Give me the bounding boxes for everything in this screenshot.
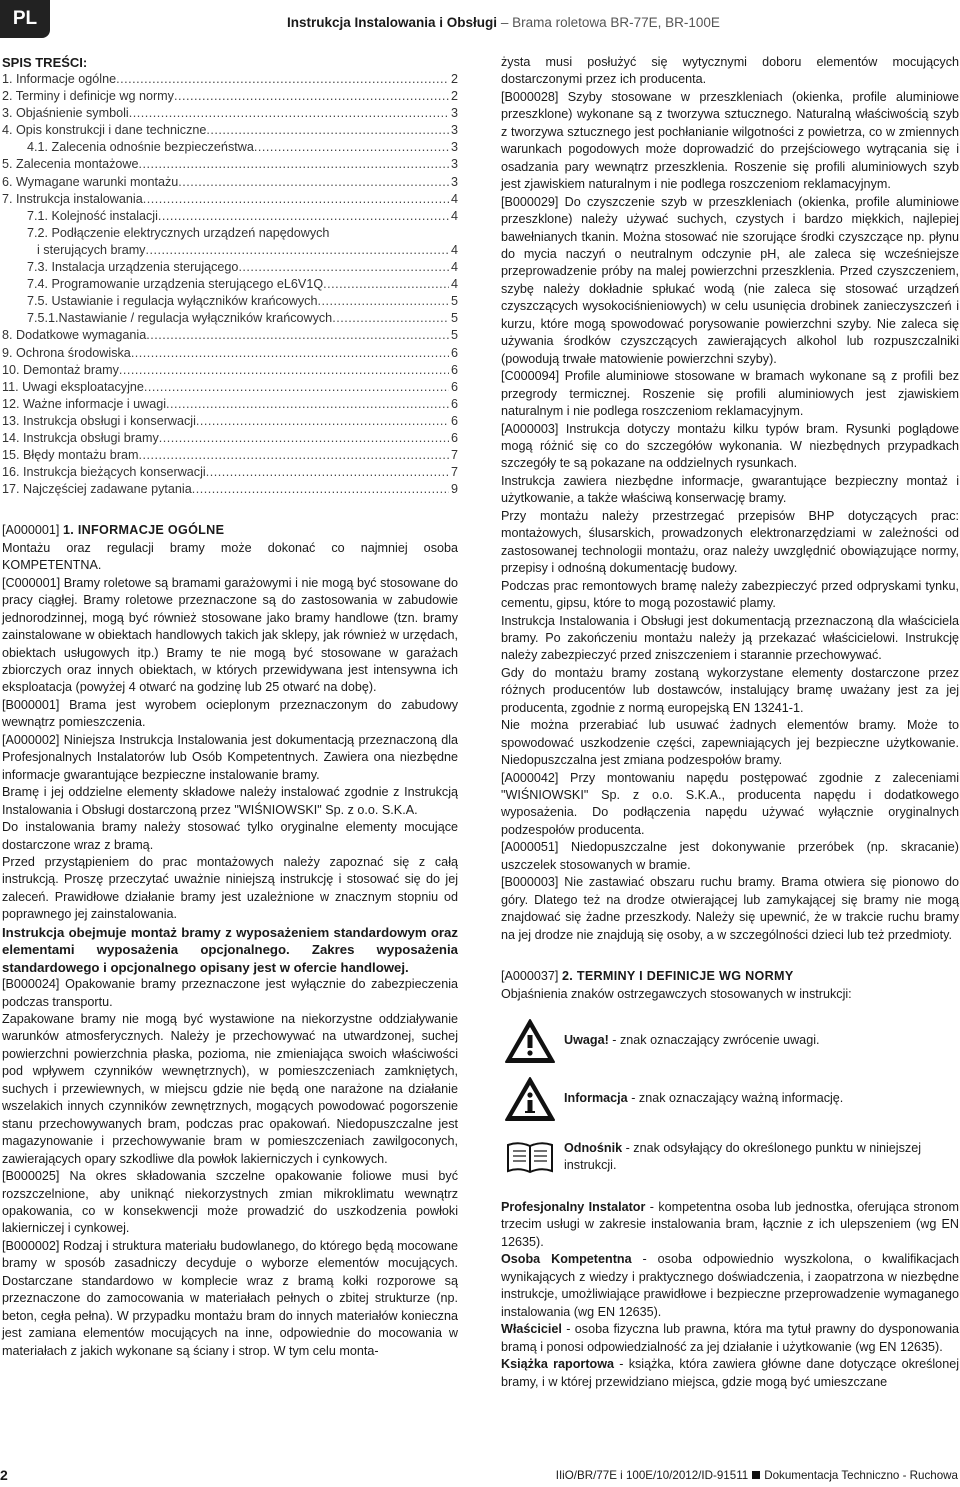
toc-entry[interactable]: [2, 430, 458, 447]
toc-entry[interactable]: [2, 276, 458, 293]
paragraph: [B000002] Rodzaj i struktura materiału budowlanego, do którego będą mocowane bramy w sposób zasadniczy decyduje o wyborze elementów mocujących. Dostarczane standardowo w komplecie wraz z bramą kołki rozporowe są przeznaczone do zamocowania w materiałach pełnych o zbitej strukturze (np. beton, cegła pełna). W przypadku montażu bram do innych materiałów konieczna jest zamiana elementów mocujących na inne, odpowiednie do mocowania w materiałach z jakich wykonane są ściany i strop. W tym celu monta-: [2, 1238, 458, 1358]
definition: [501, 1356, 959, 1391]
toc-label: 4. Opis konstrukcji i dane techniczne: [2, 123, 207, 138]
symbol-row: [501, 1133, 959, 1181]
toc-page: 4: [450, 277, 458, 292]
definition-term: Osoba Kompetentna: [501, 1252, 632, 1267]
toc-label: 11. Uwagi eksploatacyjne: [2, 379, 144, 394]
paragraph: [C000094] Profile aluminiowe stosowane w bramach wykonane są z profili bez przegrody termicznej. Roszenie się profili aluminiowych jest zjawiskiem naturalnym i nie podlega roszczeniom reklamacyjnym.: [501, 369, 959, 419]
toc-label: i sterujących bramy: [37, 242, 146, 257]
toc-leader: [159, 430, 449, 447]
toc-entry[interactable]: [2, 71, 458, 88]
left-paragraphs: [2, 540, 458, 924]
section-title: 1. INFORMACJE OGÓLNE: [62, 523, 225, 538]
toc-label: 6. Wymagane warunki montażu: [2, 174, 179, 189]
toc-page: 5: [450, 328, 458, 343]
section-title: 2. TERMINY I DEFINICJE WG NORMY: [561, 969, 794, 984]
symbol-desc: - znak odsyłający do określonego punktu w niniejszej instrukcji.: [564, 1140, 921, 1173]
header-subtitle: – Brama roletowa BR-77E, BR-100E: [500, 15, 720, 30]
toc-page: 6: [450, 413, 458, 428]
paragraph: [B000001] Brama jest wyrobem ocieplonym przeznaczonym do zabudowy wewnątrz pomieszczenia.: [2, 697, 458, 730]
definition-term: Książka raportowa: [501, 1357, 615, 1372]
toc-leader: [143, 191, 449, 208]
toc-page: 5: [450, 311, 458, 326]
toc-entry[interactable]: [2, 174, 458, 191]
paragraph: żysta musi posłużyć się wytycznymi doboru elementów mocujących dostarczonymi przez ich producenta.: [501, 55, 959, 87]
toc-page: 7: [450, 465, 458, 480]
section-code: [A000001]: [2, 523, 60, 538]
toc-label: 14. Instrukcja obsługi bramy: [2, 430, 159, 445]
toc-entry[interactable]: [2, 481, 458, 498]
toc-leader: [323, 276, 449, 293]
doc-id: IIiO/BR/77E i 100E/10/2012/ID-91511: [555, 1469, 749, 1482]
definition-term: Profesjonalny Instalator: [501, 1200, 646, 1215]
footer-doc-id: [556, 1469, 958, 1482]
toc-label: 4.1. Zalecenia odnośnie bezpieczeństwa: [27, 140, 254, 155]
paragraph: Zapakowane bramy nie mogą być wystawione na niekorzystne oddziaływanie warunków atmosferycznych. Należy je przechowywać na utwardzonej, suchej powierzchni powierzchnia płaska, pozioma, nie zmieniająca swoich właściwości pod wpływem czynników wewnętrznych), w pomieszczeniach zamkniętych, suchych i przewiewnych, w miejscu gdzie nie będą one narażone na działanie wszelakich innych czynników zewnętrznych, mogących powodować pogorszenie stanu przechowywanych bram, podczas prac opakowań. Niedopuszczalne jest magazynowanie i przechowywanie bram w pomieszczeniach zawilgoconych, zawierających opary szkodliwe dla powłok lakierniczych i cynkowych.: [2, 1012, 458, 1166]
toc-label: 7.3. Instalacja urządzenia sterującego: [27, 260, 239, 275]
toc-page: 9: [450, 482, 458, 497]
toc-label: 7.5. Ustawianie i regulacja wyłączników krańcowych: [27, 294, 318, 309]
doc-note: Dokumentacja Techniczno - Ruchowa: [764, 1469, 958, 1482]
toc-label: 12. Ważne informacje i uwagi: [2, 396, 167, 411]
toc-page: 2: [450, 72, 458, 86]
paragraph: Bramę i jej oddzielne elementy składowe należy instalować zgodnie z Instrukcją Instalowania i Obsługi dostarczoną przez "WIŚNIOWSKI" Sp. z o.o. S.K.A.: [2, 785, 458, 817]
paragraph: Podczas prac remontowych bramę należy zabezpieczyć przed odpryskami tynku, cementu, gipsu, które to mogą pozostawić plamy.: [501, 578, 959, 611]
toc-entry[interactable]: [2, 105, 458, 122]
toc-leader: [317, 293, 449, 310]
toc-leader: [139, 447, 449, 464]
section-2-intro: Objaśnienia znaków ostrzegawczych stosowanych w instrukcji:: [501, 986, 852, 1001]
paragraph: Gdy do montażu bramy zostaną wykorzystane elementy dostarczone przez różnych producentów lub dostawców, instalujący bramę uważany jest za jej producenta, zgodnie z normą europejską EN 13241-1.: [501, 665, 959, 715]
warning-triangle-icon: [501, 1017, 559, 1065]
definition-desc: - kompetentna osoba lub jednostka, oferująca stronom trzecim usługi w zakresie instalowania bram, łącznie z ich ulepszeniem (wg EN 12635).: [501, 1200, 959, 1249]
toc-label: 13. Instrukcja obsługi i konserwacji: [2, 413, 196, 428]
paragraph: [A000051] Niedopuszczalne jest dokonywanie przeróbek (np. skracanie) uszczelek stosowanych w bramie.: [501, 840, 959, 872]
right-paragraphs: [501, 54, 959, 944]
toc-leader: [254, 139, 449, 156]
toc-entry[interactable]: [2, 396, 458, 413]
definition: [501, 1199, 959, 1251]
language-badge: PL: [0, 0, 50, 38]
toc-leader: [206, 464, 449, 481]
toc-page: 2: [450, 89, 458, 104]
toc-label: 7.5.1.Nastawianie / regulacja wyłączników krańcowych: [27, 311, 333, 326]
symbol-legend: [501, 1017, 959, 1181]
square-bullet-icon: [752, 1471, 760, 1479]
toc-title: SPIS TREŚCI:: [2, 55, 88, 70]
document-header: [287, 15, 720, 30]
paragraph: [B000003] Nie zastawiać obszaru ruchu bramy. Brama otwiera się pionowo do góry. Dlatego też na drodze otwierającej lub zamykającej się bramy nie mogą znajdować się żadne przeszkody. Należy się upewnić, że w trakcie ruchu bramy na jej drodze nie znajdują się osoby, a w szczególności dzieci lub też przedmioty.: [501, 875, 959, 942]
toc-leader: [129, 105, 449, 122]
toc-leader: [139, 156, 449, 173]
definition: [501, 1321, 959, 1356]
toc-entry[interactable]: [2, 310, 458, 327]
section-code: [A000037]: [501, 969, 559, 984]
toc-page: 7: [450, 448, 458, 463]
toc-page: 6: [450, 430, 458, 445]
section-1-heading: [2, 522, 458, 539]
toc-page: 6: [450, 362, 458, 377]
toc-entry[interactable]: [2, 259, 458, 276]
toc-leader: [196, 413, 449, 430]
information-icon: [501, 1075, 559, 1123]
toc-label: 10. Demontaż bramy: [2, 362, 119, 377]
toc-page: 5: [450, 294, 458, 309]
toc-page: 6: [450, 379, 458, 394]
toc-leader: [174, 88, 449, 105]
paragraph: [A000042] Przy montowaniu napędu postępować zgodnie z zaleceniami "WIŚNIOWSKI" Sp. z o.o. S.K.A., producenta napędu i dodatkowego wyposażenia. Do podłączenia napędu używać wyłącznie oryginalnych podzespołów producenta.: [501, 770, 959, 837]
toc-entry[interactable]: [2, 208, 458, 225]
toc-label: 7.1. Kolejność instalacji: [27, 208, 158, 223]
symbol-description: [559, 1140, 959, 1175]
toc-page: 3: [450, 123, 458, 138]
symbol-desc: - znak oznaczający ważną informację.: [627, 1091, 844, 1106]
definition-term: Właściciel: [501, 1322, 562, 1337]
definition-desc: - osoba odpowiednio wyszkolona, o kwalifikacjach wynikających z wiedzy i praktycznego doświadczenia, i zaopatrzona w niezbędne instrukcje, umożliwiające prawidłowe i bezpieczne przeprowadzenie wymaganego instalowania (wg EN 12635).: [501, 1252, 960, 1319]
toc-page: 4: [450, 191, 458, 206]
toc-leader: [146, 327, 449, 344]
toc-label: 15. Błędy montażu bram: [2, 448, 139, 463]
toc-page: 3: [450, 106, 458, 121]
toc-entry[interactable]: [2, 464, 458, 481]
toc-page: 4: [450, 208, 458, 223]
symbol-description: [559, 1090, 843, 1107]
toc-entry[interactable]: [2, 327, 458, 344]
toc-label: 17. Najczęściej zadawane pytania: [2, 482, 192, 497]
paragraph: Przed przystąpieniem do prac montażowych należy zapoznać się z całą instrukcją. Proszę przeczytać uważnie niniejszą instrukcję i stosować się do jej zaleceń. Prawidłowe działanie bramy jest uzależnione w znacznym stopniu od poprawnego jej zainstalowania.: [2, 854, 458, 922]
toc-leader: [178, 174, 449, 191]
toc-entry[interactable]: [2, 362, 458, 379]
right-column: [501, 54, 959, 1391]
toc-entry[interactable]: [2, 379, 458, 396]
toc-page: 3: [450, 140, 458, 155]
paragraph: Montażu oraz regulacji bramy może dokonać co najmniej osoba KOMPETENTNA.: [2, 540, 458, 573]
toc-leader: [131, 345, 449, 362]
definition: [501, 1251, 959, 1321]
toc-label: 5. Zalecenia montażowe: [2, 157, 139, 172]
symbol-term: Odnośnik: [564, 1140, 623, 1155]
toc-leader: [116, 71, 449, 88]
left-column: [2, 54, 458, 1360]
toc-leader: [145, 242, 449, 259]
symbol-term: Uwaga!: [564, 1033, 609, 1048]
toc-page: 4: [450, 242, 458, 257]
toc-label: 8. Dodatkowe wymagania: [2, 328, 147, 343]
paragraph: [B000025] Na okres składowania szczelne opakowanie foliowe musi być rozszczelnione, aby uniknąć niekorzystnych zmian mikroklimatu wewnątrz opakowania, co w konsekwencji może prowadzić do uszkodzenia powłoki lakierniczej i cynkowej.: [2, 1169, 458, 1236]
paragraph: Przy montażu należy przestrzegać przepisów BHP dotyczących prac: montażowych, ślusarskich, prowadzonych elektronarzędziami w zależności od zastosowanej technologii montażu, oraz należy uwzględnić obowiązujące normy, przepisy i odnośną dokumentację budowy.: [501, 508, 959, 576]
symbol-row: [501, 1017, 959, 1065]
header-title: Instrukcja Instalowania i Obsługi: [287, 15, 498, 30]
toc-entry[interactable]: [2, 293, 458, 310]
toc-leader: [158, 208, 449, 225]
left-paragraphs-2: [2, 976, 458, 1360]
toc-label: 1. Informacje ogólne: [2, 72, 117, 86]
section-2-heading: [501, 968, 959, 985]
toc-entry[interactable]: [2, 122, 458, 139]
toc-label: 3. Objaśnienie symboli: [2, 106, 129, 121]
paragraph: [B000028] Szyby stosowane w przeszkleniach (okienka, profile aluminiowe przeszklone) wykonane są z tworzywa sztucznego. Naturalną właściwością szyb z tworzywa sztucznego jest pochłanianie wilgotności z powietrza, co w zmiennych warunkach pogodowych może doprowadzić do przejściowego wytrącania się i osadzania pary wewnątrz przeszklenia. Roszenie się profili aluminiowych szyb jest zjawiskiem naturalnym i nie podlega roszczeniom reklamacyjnym.: [501, 89, 959, 192]
toc-entry[interactable]: [2, 225, 458, 242]
toc-leader: [238, 259, 449, 276]
toc-entry[interactable]: [2, 191, 458, 208]
symbol-row: [501, 1075, 959, 1123]
toc-label: 7.4. Programowanie urządzenia sterującego eL6V1Q: [27, 277, 324, 292]
table-of-contents: [2, 71, 458, 498]
toc-leader: [192, 481, 449, 498]
toc-label: 9. Ochrona środowiska: [2, 345, 131, 360]
paragraph: [A000003] Instrukcja dotyczy montażu kilku typów bram. Rysunki poglądowe mogą różnić się co do szczegółów wykonania. W niezbędnych przypadkach szczegóły te są pokazane na oddzielnych rysunkach.: [501, 421, 959, 471]
toc-entry[interactable]: [2, 88, 458, 105]
toc-label: 7. Instrukcja instalowania: [2, 191, 143, 206]
paragraph: Do instalowania bramy należy stosować tylko oryginalne elementy mocujące dostarczone wraz z bramą.: [2, 820, 458, 852]
definition-desc: - książka, która zawiera główne dane dotyczące określonej bramy, i w której przewidziano miejsca, gdzie mogą być umieszczane: [501, 1357, 959, 1389]
scope-note: Instrukcja obejmuje montaż bramy z wyposażeniem standardowym oraz elementami wyposażenia opcjonalnego. Zakres wyposażenia standardowego i opcjonalnego opisany jest w ofercie handlowej.: [2, 924, 458, 975]
paragraph: [A000002] Niniejsza Instrukcja Instalowania jest dokumentacją przeznaczoną dla Profesjonalnych Instalatorów lub Osób Kompetentnych. Zawiera ona niezbędne informacje gwarantujące bezpieczne instalowanie bramy.: [2, 732, 458, 782]
book-reference-icon: [501, 1133, 559, 1181]
toc-leader: [119, 362, 449, 379]
toc-page: 4: [450, 260, 458, 275]
toc-entry[interactable]: [2, 139, 458, 156]
paragraph: Nie można przerabiać lub usuwać żadnych elementów bramy. Może to spowodować uszkodzenie części, zapewniających jej bezpieczne użytkowanie. Niedopuszczalna jest zmiana podzespołów bramy.: [501, 718, 959, 768]
paragraph: [B000029] Do czyszczenie szyb w przeszkleniach (okienka, profile aluminiowe przeszklone) należy używać suchych, czystych i bardzo miękkich, najlepiej bawełnianych tkanin. Można stosować nie szorujące środki czyszczące np. płynu do mycia naczyń o neutralnym odczynie pH, ale zaleca się wcześniejsze przeprowadzenie próby na malej powierzchni przeszklenia. Przed czyszczeniem, szybę należy dokładnie spłukać wodą (nie zaleca się stosować urządzeń czyszczących wysokociśnieniowych) w celu usunięcia drobinek zanieczyszczeń i kurzu, które mogą spowodować porysowanie powierzchni szyby. Nie zaleca się używania środków czyszczących zawierających alkohol lub rozpuszczalniki (powodują trwałe matowienie powierzchni szyby).: [501, 194, 959, 366]
toc-label: 2. Terminy i definicje wg normy: [2, 89, 174, 104]
toc-entry[interactable]: [2, 413, 458, 430]
symbol-term: Informacja: [564, 1091, 628, 1106]
definitions: [501, 1199, 959, 1391]
paragraph: [B000024] Opakowanie bramy przeznaczone jest wyłącznie do zabezpieczenia podczas transportu.: [2, 977, 458, 1009]
toc-leader: [144, 379, 449, 396]
definition-desc: - osoba fizyczna lub prawna, która ma tytuł prawny do dysponowania bramą i ponosi odpowiedzialność za jej działanie i użytkowanie (wg EN 12635).: [501, 1322, 959, 1354]
symbol-desc: - znak oznaczający zwrócenie uwagi.: [608, 1033, 820, 1048]
toc-entry[interactable]: [2, 447, 458, 464]
toc-page: 3: [450, 174, 458, 189]
toc-leader: [206, 122, 449, 139]
paragraph: Instrukcja zawiera niezbędne informacje, gwarantujące bezpieczny montaż i użytkowanie, a także właściwą konserwację bramy.: [501, 473, 959, 506]
toc-page: 6: [450, 396, 458, 411]
paragraph: [C000001] Bramy roletowe są bramami garażowymi i nie mogą być stosowane do pracy ciągłej. Bramy roletowe przeznaczone są do zastosowania w zabudowie jednorodzinnej, mogą być również stosowane jako bramy handlowe (tzn. bramy zainstalowane w obiektach handlowych takich jak sklepy, jak również w urzędach, obiektach usługowych itp.) Bramy te nie mogą być stosowane w garażach zbiorczych oraz innych obiektach, w których przewidywana jest intensywna ich eksploatacja (powyżej 4 otwarć na godzinę lub 25 otwarć na dobę).: [2, 575, 458, 695]
toc-leader: [332, 310, 449, 327]
toc-label: 7.2. Podłączenie elektrycznych urządzeń napędowych: [27, 225, 330, 240]
symbol-description: [559, 1032, 820, 1049]
paragraph: Instrukcja Instalowania i Obsługi jest dokumentacją przeznaczoną dla właściciela bramy. Po zakończeniu montażu należy ją przekazać właścicielowi. Instrukcję należy zabezpieczyć przed zniszczeniem i starannie przechowywać.: [501, 613, 959, 663]
page-number: 2: [0, 1467, 8, 1483]
toc-leader: [166, 396, 449, 413]
toc-page: 3: [450, 157, 458, 172]
toc-entry[interactable]: [2, 242, 458, 259]
toc-entry[interactable]: [2, 156, 458, 173]
toc-label: 16. Instrukcja bieżących konserwacji: [2, 465, 206, 480]
toc-page: 6: [450, 345, 458, 360]
toc-entry[interactable]: [2, 345, 458, 362]
